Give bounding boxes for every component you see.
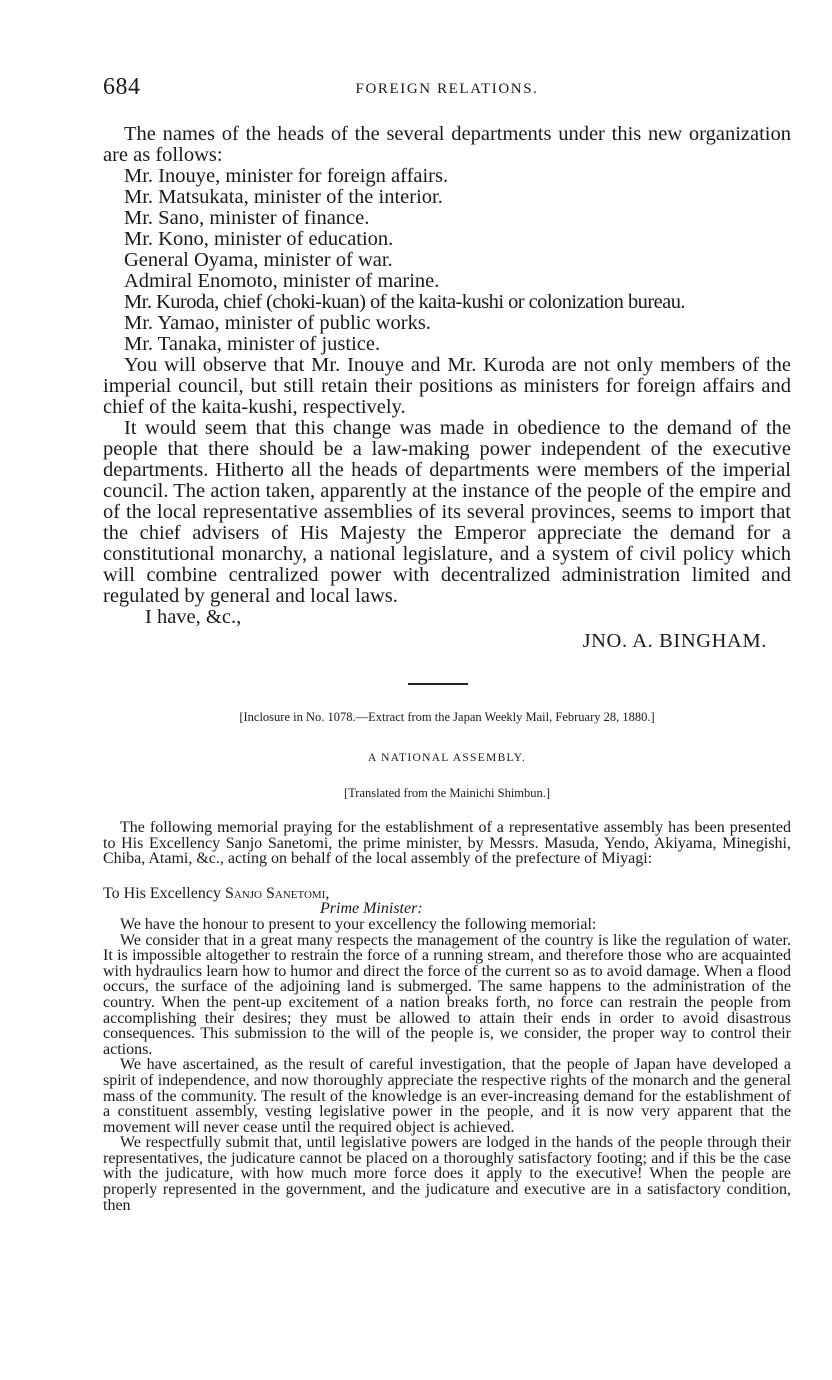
minister-item: Mr. Kuroda, chief (choki-kuan) of the kaita-kushi or colonization bureau. bbox=[124, 291, 685, 313]
memorial-paragraph: We have the honour to present to your excellency the following memorial: bbox=[120, 915, 597, 933]
minister-item: Mr. Inouye, minister for foreign affairs. bbox=[124, 165, 449, 187]
memorial-intro: The following memorial praying for the establishment of a representative assembly has been presented to His Excellency Sanjo Sanetomi, the prime minister, by Messrs. Masuda, Yendo, Akiyama, Minegishi, Chiba, Atami, &c., acting on behalf of the local assembly of the prefecture of Miyagi: bbox=[103, 819, 791, 868]
inclosure-heading: [Inclosure in No. 1078.—Extract from the Japan Weekly Mail, February 28, 1880.] bbox=[239, 710, 655, 724]
letter-signature: JNO. A. BINGHAM. bbox=[582, 630, 767, 652]
running-head: FOREIGN RELATIONS. bbox=[355, 81, 539, 97]
memorial-paragraph: We consider that in a great many respects the management of the country is like the regulation of water. It is impossible altogether to restrain the force of a running stream, and therefore those who are acquainted with hydraulics learn how to humor and direct the force of the current so as to avoid damage. When a flood occurs, the surface of the adjoining land is submerged. The same happens to the administration of the country. When the pent-up excitement of a nation breaks forth, no force can restrain the people from accomplishing their desires; they must be allowed to attain their ends in order to avoid disastrous consequences. This submission to the will of the people is, we consider, the proper way to control their actions. bbox=[103, 931, 791, 1058]
address-line bbox=[103, 886, 791, 902]
memorial-address bbox=[103, 886, 791, 917]
minister-item: Mr. Tanaka, minister of justice. bbox=[124, 333, 381, 355]
letter-intro: The names of the heads of the several departments under this new organization are as follows: bbox=[103, 123, 791, 166]
memorial-body bbox=[103, 820, 791, 1213]
minister-item: Mr. Kono, minister of education. bbox=[124, 228, 394, 250]
page-header bbox=[103, 74, 791, 104]
minister-list bbox=[103, 166, 791, 355]
address-name: Sanjo Sanetomi, bbox=[224, 884, 330, 902]
minister-item: Mr. Yamao, minister of public works. bbox=[124, 312, 431, 334]
minister-item: General Oyama, minister of war. bbox=[124, 249, 393, 271]
letter-body bbox=[103, 124, 791, 652]
minister-item: Mr. Matsukata, minister of the interior. bbox=[124, 186, 443, 208]
memorial-paragraph: We have ascertained, as the result of careful investigation, that the people of Japan have developed a spirit of independence, and now thoroughly appreciate the respective rights of the monarch and the general mass of the community. The result of the knowledge is an ever-increasing demand for the establishment of a constituent assembly, vesting legislative power in the people, and it is now very apparent that the movement will never cease until the required object is achieved. bbox=[103, 1056, 791, 1136]
section-divider bbox=[408, 683, 468, 685]
letter-paragraph: You will observe that Mr. Inouye and Mr. Kuroda are not only members of the imperial council, but still retain their positions as ministers for foreign affairs and chief of the kaita-kushi, respectively. bbox=[103, 354, 791, 418]
address-title: Prime Minister: bbox=[320, 900, 423, 918]
minister-item: Admiral Enomoto, minister of marine. bbox=[124, 270, 440, 292]
memorial-paragraph: We respectfully submit that, until legislative powers are lodged in the hands of the people through their representatives, the judicature cannot be placed on a thoroughly satisfactory footing; and if this be the case with the judicature, with how much more force does it apply to the executive! When the people are properly represented in the government, and the judicature and executive are in a satisfactory condition, then bbox=[103, 1134, 791, 1214]
minister-item: Mr. Sano, minister of finance. bbox=[124, 207, 370, 229]
letter-paragraph: It would seem that this change was made in obedience to the demand of the people that there should be a law-making power independent of the executive departments. Hitherto all the heads of departments were members of the imperial council. The action taken, apparently at the instance of the people of the empire and of the local representative assemblies of its several provinces, seems to import that the chief advisers of His Majesty the Emperor appreciate the demand for a constitutional monarchy, a national legislature, and a system of civil policy which will combine centralized power with decentralized administration limited and regulated by general and local laws. bbox=[103, 417, 791, 607]
address-to: To His Excellency bbox=[103, 884, 221, 902]
page-number: 684 bbox=[103, 74, 141, 100]
section-title: A NATIONAL ASSEMBLY. bbox=[367, 752, 527, 764]
letter-closing: I have, &c., bbox=[145, 606, 242, 628]
translation-note: [Translated from the Mainichi Shimbun.] bbox=[343, 786, 551, 800]
